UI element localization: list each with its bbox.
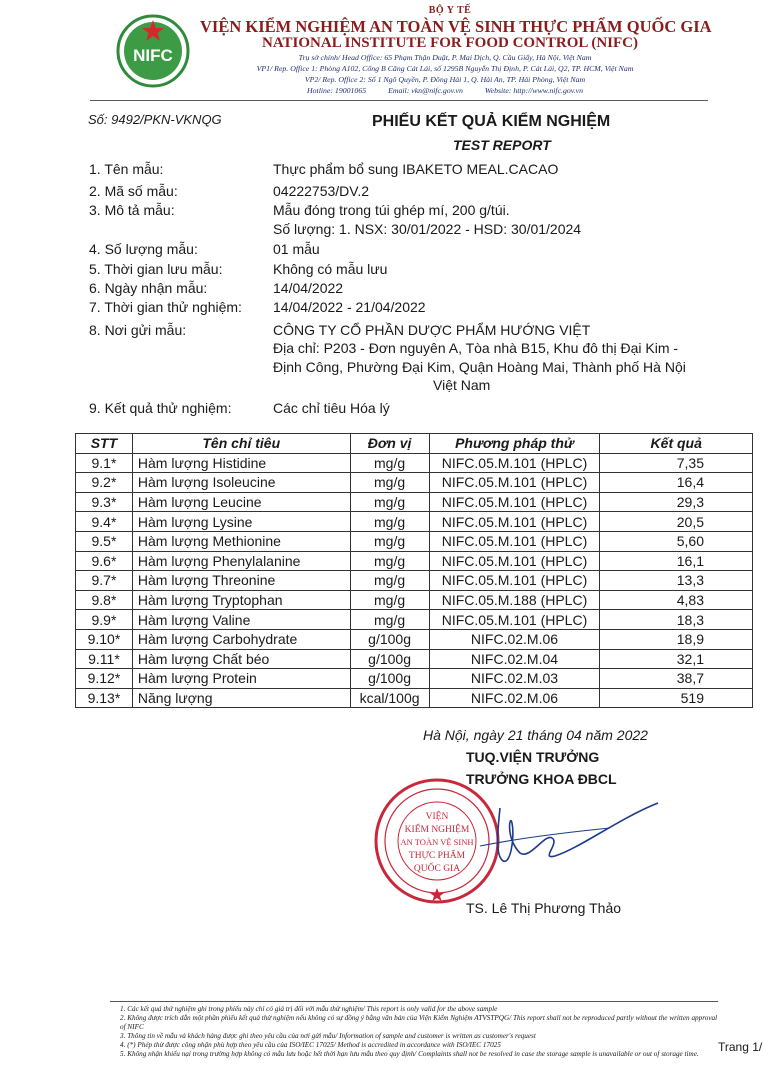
table-row bbox=[76, 590, 753, 610]
hotline: Hotline: 19001065 bbox=[307, 86, 367, 95]
row-result: 5,60 bbox=[600, 531, 753, 551]
row-method: NIFC.05.M.101 (HPLC) bbox=[429, 610, 600, 630]
field-value-sender-address-3: Việt Nam bbox=[433, 377, 491, 393]
row-unit: mg/g bbox=[350, 512, 429, 532]
row-unit: g/100g bbox=[350, 629, 429, 649]
row-stt: 9.6* bbox=[76, 551, 133, 571]
table-row bbox=[76, 492, 753, 512]
row-criterion: Hàm lượng Protein bbox=[132, 669, 350, 689]
row-method: NIFC.05.M.101 (HPLC) bbox=[429, 571, 600, 591]
row-method: NIFC.02.M.06 bbox=[429, 688, 600, 708]
header-criterion: Tên chỉ tiêu bbox=[132, 434, 350, 454]
row-stt: 9.13* bbox=[76, 688, 133, 708]
row-stt: 9.4* bbox=[76, 512, 133, 532]
field-label-sender: 8. Nơi gửi mẫu: bbox=[89, 322, 187, 338]
footer-note-4: 4. (*) Phép thử được công nhận phù hợp theo yêu cầu của ISO/IEC 17025/ Method is accredited in accordance with ISO/IEC 17025 bbox=[120, 1041, 501, 1049]
field-label-sample-name: 1. Tên mẫu: bbox=[89, 161, 164, 177]
page-number: Trang 1/ bbox=[718, 1040, 763, 1054]
row-unit: mg/g bbox=[350, 492, 429, 512]
table-row bbox=[76, 610, 753, 630]
field-label-description: 3. Mô tả mẫu: bbox=[89, 202, 175, 218]
report-title-en: TEST REPORT bbox=[453, 137, 551, 153]
sign-role-1: TUQ.VIỆN TRƯỞNG bbox=[466, 749, 600, 765]
footer-note-5: 5. Không nhận khiếu nại trong trường hợp không có mẫu lưu hoặc hết thời hạn lưu mẫu theo quy định/ Complaints shall not be resolved in case the storage sample is unavailable or out of storage time. bbox=[120, 1050, 699, 1058]
sign-role-2: TRƯỞNG KHOA ĐBCL bbox=[466, 771, 617, 787]
field-value-sender-address-1: Địa chỉ: P203 - Đơn nguyên A, Tòa nhà B15, Khu đô thị Đại Kim - bbox=[273, 340, 679, 356]
sign-date: Hà Nội, ngày 21 tháng 04 năm 2022 bbox=[423, 727, 648, 743]
address-office-1: VP1/ Rep. Office 1: Phòng A102, Cổng B Căng Cát Lái, số 1295B Nguyễn Thị Định, P. Cát Lái, Q2, TP. HCM, Việt Nam bbox=[256, 64, 634, 73]
field-label-storage-time: 5. Thời gian lưu mẫu: bbox=[89, 261, 223, 277]
row-stt: 9.12* bbox=[76, 669, 133, 689]
report-number: Số: 9492/PKN-VKNQG bbox=[88, 112, 222, 127]
row-result: 20,5 bbox=[600, 512, 753, 532]
row-method: NIFC.02.M.03 bbox=[429, 669, 600, 689]
row-criterion: Hàm lượng Methionine bbox=[132, 531, 350, 551]
row-stt: 9.2* bbox=[76, 473, 133, 493]
address-head-office: Trụ sở chính/ Head Office: 65 Phạm Thận Duật, P. Mai Dịch, Q. Cầu Giấy, Hà Nội, Việt Nam bbox=[298, 53, 592, 62]
row-method: NIFC.02.M.06 bbox=[429, 629, 600, 649]
row-result: 13,3 bbox=[600, 571, 753, 591]
row-criterion: Hàm lượng Isoleucine bbox=[132, 473, 350, 493]
row-result: 38,7 bbox=[600, 669, 753, 689]
row-criterion: Hàm lượng Valine bbox=[132, 610, 350, 630]
row-result: 18,3 bbox=[600, 610, 753, 630]
row-stt: 9.1* bbox=[76, 453, 133, 473]
table-row bbox=[76, 669, 753, 689]
stamp-line-2: KIỂM NGHIỆM bbox=[404, 825, 470, 835]
row-unit: mg/g bbox=[350, 571, 429, 591]
header-result: Kết quả bbox=[600, 434, 753, 454]
field-label-quantity: 4. Số lượng mẫu: bbox=[89, 241, 198, 257]
field-label-test-period: 7. Thời gian thử nghiệm: bbox=[89, 299, 242, 315]
field-value-sample-name: Thực phẩm bổ sung IBAKETO MEAL.CACAO bbox=[273, 161, 559, 177]
stamp-line-5: QUỐC GIA bbox=[413, 864, 461, 874]
field-value-sender-address-2: Định Công, Phường Đại Kim, Quận Hoàng Mai, Thành phố Hà Nội bbox=[273, 359, 686, 375]
website: Website: http://www.nifc.gov.vn bbox=[484, 86, 583, 95]
table-row bbox=[76, 473, 753, 493]
row-criterion: Hàm lượng Leucine bbox=[132, 492, 350, 512]
table-row bbox=[76, 453, 753, 473]
handwritten-signature bbox=[460, 798, 660, 888]
row-method: NIFC.02.M.04 bbox=[429, 649, 600, 669]
row-method: NIFC.05.M.188 (HPLC) bbox=[429, 590, 600, 610]
footer-note-1: 1. Các kết quả thử nghiệm ghi trong phiếu này chỉ có giá trị đối với mẫu thử nghiệm/ This report is only valid for the above sample bbox=[120, 1005, 498, 1013]
row-result: 18,9 bbox=[600, 629, 753, 649]
row-method: NIFC.05.M.101 (HPLC) bbox=[429, 453, 600, 473]
row-result: 16,4 bbox=[600, 473, 753, 493]
header-divider bbox=[90, 100, 708, 101]
row-result: 32,1 bbox=[600, 649, 753, 669]
row-unit: mg/g bbox=[350, 473, 429, 493]
table-row bbox=[76, 571, 753, 591]
table-row bbox=[76, 512, 753, 532]
field-value-description-quantity: Số lượng: 1. NSX: 30/01/2022 - HSD: 30/01/2024 bbox=[273, 221, 582, 237]
field-label-receive-date: 6. Ngày nhận mẫu: bbox=[89, 280, 208, 296]
row-stt: 9.9* bbox=[76, 610, 133, 630]
stamp-line-4: THỰC PHẨM bbox=[408, 851, 466, 861]
logo-text: NIFC bbox=[133, 46, 173, 65]
footer-note-3: 3. Thông tin về mẫu và khách hàng được ghi theo yêu cầu của nơi gửi mẫu/ Information of sample and customer is written as customer's request bbox=[120, 1032, 536, 1040]
row-unit: mg/g bbox=[350, 610, 429, 630]
field-label-sample-code: 2. Mã số mẫu: bbox=[89, 183, 178, 199]
row-stt: 9.7* bbox=[76, 571, 133, 591]
stamp-line-1: VIỆN bbox=[425, 812, 449, 822]
row-unit: kcal/100g bbox=[350, 688, 429, 708]
row-result: 29,3 bbox=[600, 492, 753, 512]
row-criterion: Hàm lượng Threonine bbox=[132, 571, 350, 591]
row-criterion: Hàm lượng Carbohydrate bbox=[132, 629, 350, 649]
header-stt: STT bbox=[76, 434, 133, 454]
table-row bbox=[76, 629, 753, 649]
institute-name-vn: VIỆN KIỂM NGHIỆM AN TOÀN VỆ SINH THỰC PHẨM QUỐC GIA bbox=[200, 17, 712, 36]
field-value-description: Mẫu đóng trong túi ghép mí, 200 g/túi. bbox=[273, 202, 510, 218]
stamp-line-3: AN TOÀN VỆ SINH bbox=[400, 837, 474, 847]
field-value-storage-time: Không có mẫu lưu bbox=[273, 261, 388, 277]
row-criterion: Năng lượng bbox=[132, 688, 350, 708]
row-method: NIFC.05.M.101 (HPLC) bbox=[429, 473, 600, 493]
row-result: 7,35 bbox=[600, 453, 753, 473]
header-unit: Đơn vị bbox=[350, 434, 429, 454]
field-label-result: 9. Kết quả thử nghiệm: bbox=[89, 400, 232, 416]
row-method: NIFC.05.M.101 (HPLC) bbox=[429, 531, 600, 551]
row-stt: 9.8* bbox=[76, 590, 133, 610]
field-value-quantity: 01 mẫu bbox=[273, 241, 320, 257]
address-office-2: VP2/ Rep. Office 2: Số 1 Ngô Quyền, P. Đông Hải 1, Q. Hải An, TP. Hải Phòng, Việt Nam bbox=[304, 75, 586, 84]
row-result: 16,1 bbox=[600, 551, 753, 571]
row-unit: mg/g bbox=[350, 531, 429, 551]
row-result: 4,83 bbox=[600, 590, 753, 610]
row-criterion: Hàm lượng Phenylalanine bbox=[132, 551, 350, 571]
field-value-sample-code: 04222753/DV.2 bbox=[273, 183, 370, 199]
field-value-result: Các chỉ tiêu Hóa lý bbox=[273, 400, 390, 416]
table-row bbox=[76, 649, 753, 669]
row-stt: 9.5* bbox=[76, 531, 133, 551]
signer-name: TS. Lê Thị Phương Thảo bbox=[466, 900, 622, 916]
row-unit: mg/g bbox=[350, 590, 429, 610]
row-unit: g/100g bbox=[350, 649, 429, 669]
row-criterion: Hàm lượng Tryptophan bbox=[132, 590, 350, 610]
row-stt: 9.10* bbox=[76, 629, 133, 649]
row-unit: mg/g bbox=[350, 453, 429, 473]
row-criterion: Hàm lượng Chất béo bbox=[132, 649, 350, 669]
institute-name-en: NATIONAL INSTITUTE FOR FOOD CONTROL (NIFC) bbox=[261, 35, 639, 51]
results-table bbox=[75, 433, 753, 708]
table-row bbox=[76, 531, 753, 551]
row-criterion: Hàm lượng Histidine bbox=[132, 453, 350, 473]
table-row bbox=[76, 551, 753, 571]
row-stt: 9.3* bbox=[76, 492, 133, 512]
field-value-test-period: 14/04/2022 - 21/04/2022 bbox=[273, 299, 426, 315]
table-row bbox=[76, 688, 753, 708]
ministry-name: BỘ Y TẾ bbox=[428, 5, 472, 16]
row-method: NIFC.05.M.101 (HPLC) bbox=[429, 551, 600, 571]
contact-line bbox=[175, 86, 715, 95]
report-title-vn: PHIẾU KẾT QUẢ KIỂM NGHIỆM bbox=[372, 113, 611, 130]
footer-divider bbox=[110, 1001, 718, 1002]
row-result: 519 bbox=[600, 688, 753, 708]
field-value-receive-date: 14/04/2022 bbox=[273, 280, 344, 296]
row-unit: mg/g bbox=[350, 551, 429, 571]
field-value-sender: CÔNG TY CỔ PHẦN DƯỢC PHẨM HƯỚNG VIỆT bbox=[273, 322, 591, 338]
header-method: Phương pháp thử bbox=[429, 434, 600, 454]
email: Email: vkn@nifc.gov.vn bbox=[388, 86, 463, 95]
row-method: NIFC.05.M.101 (HPLC) bbox=[429, 512, 600, 532]
row-unit: g/100g bbox=[350, 669, 429, 689]
row-stt: 9.11* bbox=[76, 649, 133, 669]
row-criterion: Hàm lượng Lysine bbox=[132, 512, 350, 532]
footer-note-2: 2. Không được trích dẫn một phần phiếu kết quả thử nghiệm nếu không có sự đồng ý bằng văn bản của Viện Kiểm Nghiệm ATVSTPQG/ This report shall not be reproduced partly without the written approval of NIFC bbox=[120, 1014, 718, 1031]
row-method: NIFC.05.M.101 (HPLC) bbox=[429, 492, 600, 512]
table-header-row bbox=[76, 434, 753, 454]
